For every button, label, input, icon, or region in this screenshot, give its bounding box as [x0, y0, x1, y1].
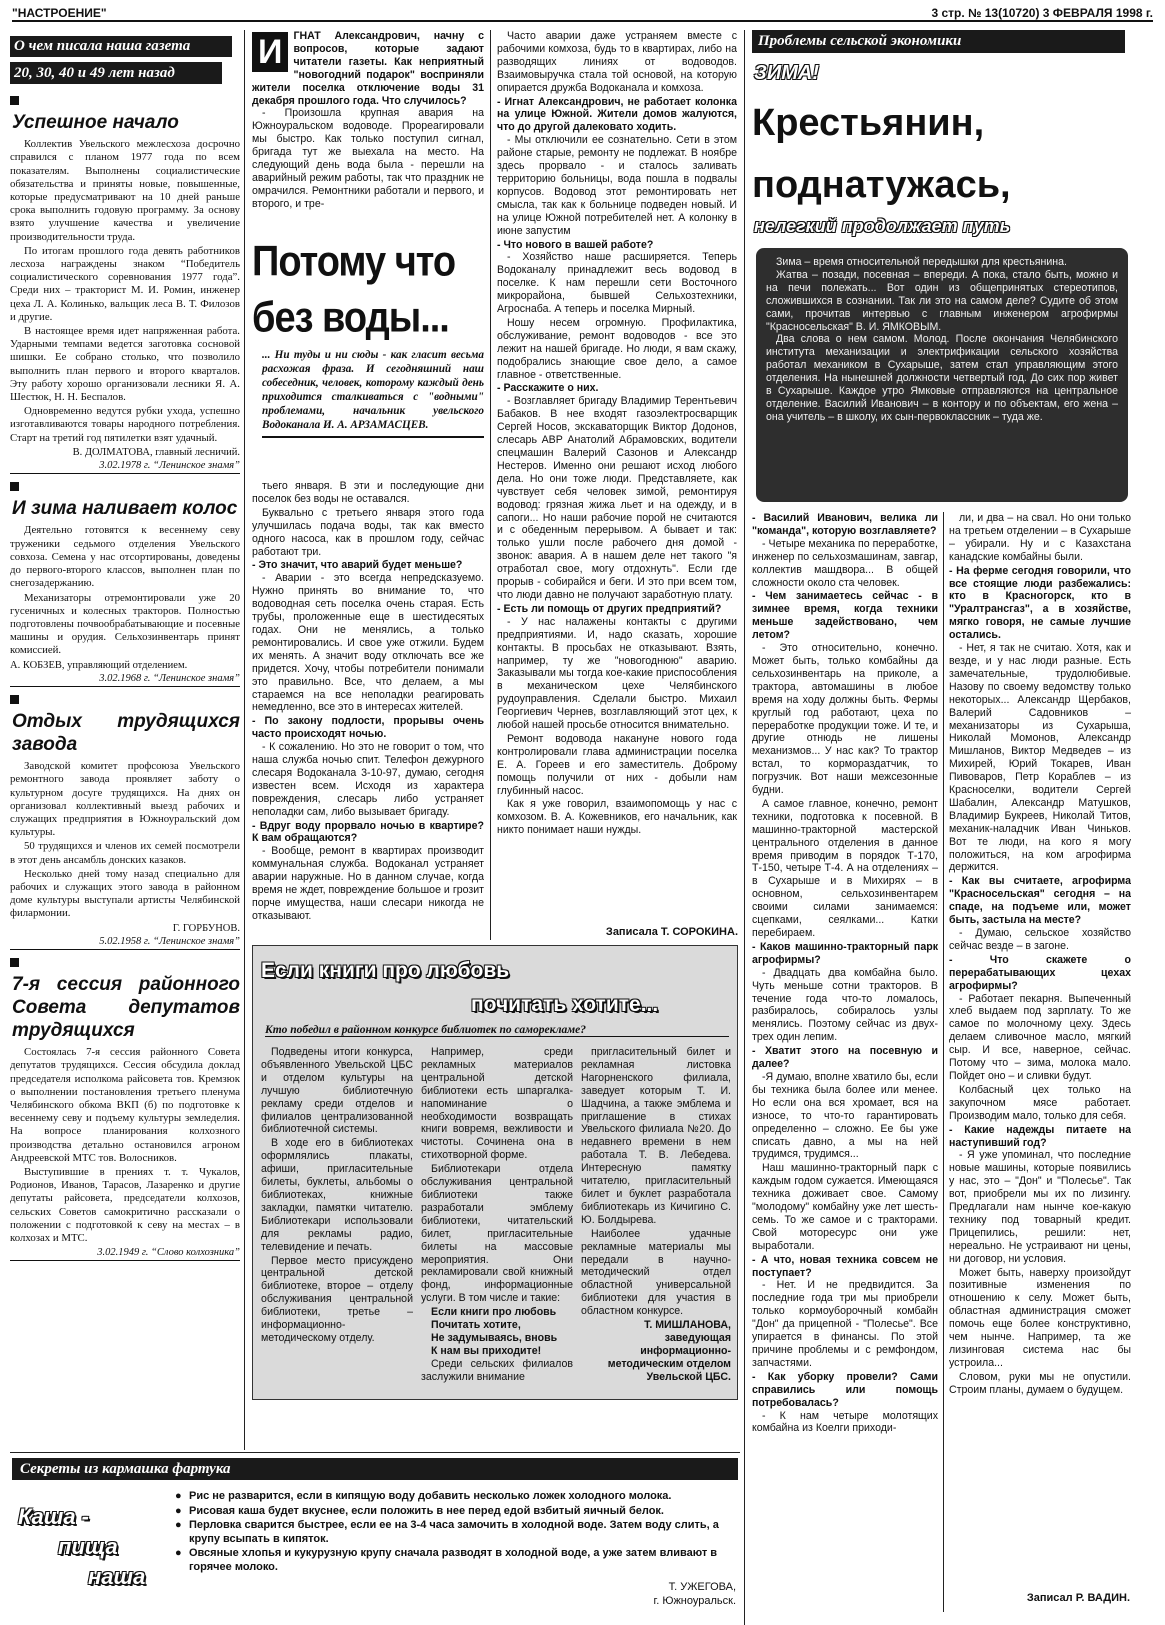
kitchen-signature-city: г. Южноуральск. [653, 1595, 736, 1607]
tip-text: Рис не разварится, если в кипящую воду добавить несколько ложек холодного молока. [189, 1490, 672, 1502]
paragraph: - Думаю, сельское хозяйство сейчас везде – в загоне. [949, 927, 1131, 952]
tip-text: Перловка сварится быстрее, если ее на 3-4 часа замочить в холодной воде. Затем воду слить, а крупу всыпать в кипяток. [189, 1519, 719, 1545]
column-divider [744, 30, 745, 1625]
tip-item [175, 1505, 735, 1519]
library-title [261, 954, 731, 1022]
paragraph: А самое главное, конечно, ремонт техники, подготовка к посевной. В машинно-тракторной мастерской центрального отделения в данное время приводим в порядок Т-170, Т-150, четыре Т-4. А на отделениях – в Сухарыше и в Михирях – в основном, сельхозинвентарем своими силами занимаемся: сцепками, сеялками... Катки перебираем. [752, 797, 938, 939]
paragraph: - Нет, я так не считаю. Хотя, как и везде, и у нас люди разные. Есть замечательные, трудолюбивые. Назову по своему ведомству только некоторых... Александр Щербаков, Валерий Садовников – механизаторы из Сухарыша, Николай Момонов, Александр Мишланов, Виктор Медведев – из Михирей, Юрий Токарев, Иван Пивоваров, Петр Кораблев – из Красноселки, водители Сергей Шабалин, Александр Матушков, Владимир Букреев, Николай Титов, механик-наладчик Иван Чиньков. Вот те люди, на кого я могу положиться, на ком агрофирма держится. [949, 642, 1131, 874]
history-article-3 [10, 695, 240, 950]
intro-answer: - Произошла крупная авария на Южноуральском водоводе. Прореагировали мы быстро. Как только поступил сигнал, бригада тут же выехала на место. На следующий день вода была - перешли на аварийный режим работы, так что праздник не омрачился. Ремонтники работали и первого, и второго, и тре- [252, 107, 484, 210]
dropcap: И [252, 32, 288, 72]
farm-signature: Записал Р. ВАДИН. [1026, 1592, 1130, 1604]
paragraph: Колбасный цех только на закупочном мясе работает. Производим мало, только для себя. [949, 1083, 1131, 1122]
kitchen-signature [560, 1580, 736, 1608]
paragraph: Жатва – позади, посевная – впереди. А пока, стало быть, можно и на печи полежать... Вот один из общепринятых стереотипов, сложившихся в сознании. Так ли это на самом деле? Судите об этом сами, прочитав интервью с главным инженером агрофирмы "Красносельская" В. И. ЯМКОВЫМ. [766, 268, 1118, 333]
article-title: И зима наливает колос [12, 498, 238, 520]
paragraph: - Хозяйство наше расширяется. Теперь Водоканалу принадлежит весь водовод в поселке. К нам перешли сети Восточного микрорайона, бывшей Сельхозтехники, Агроснаба. А теперь и поселка Мирный. [497, 251, 737, 316]
interview-question: - Что скажете о перерабатывающих цехах агрофирмы? [949, 953, 1131, 992]
paragraph: - К сожалению. Но это не говорит о том, что наша служба ночью спит. Телефон дежурного слесаря Водоканала 3-10-97, думаю, сегодня известен всем. Исходя из характера повреждения, слесарь либо устраняет неполадки сам, либо вызывает бригаду. [252, 741, 484, 818]
library-column-3 [581, 1046, 731, 1391]
history-article-2 [10, 482, 240, 687]
bullet-dot-icon: ● [175, 1519, 182, 1532]
interview-question: - Что нового в вашей работе? [497, 238, 654, 251]
paragraph: - Это относительно, конечно. Может быть, только комбайны да сельхозинвентарь на приколе, а трактора, автомашины в любое время на ходу должны быть. Фермы круглый год работают, цеха по переработке продукции тоже. И те, и другие отнюдь не лишены механизмов... У нас как? То трактор встал, то кормораздатчик, то погрузчик. Вот наши межсезонные будни. [752, 642, 938, 797]
farm-title-line-2: поднатужась, [752, 164, 1011, 206]
tip-item [175, 1519, 735, 1546]
paragraph: - Я уже упоминал, что последние новые машины, которые появились у нас, это – "Дон" и "Полесье". Так вот, приобрели мы их по лизингу. Предлагали нам нынче кое-какую технику под товарный кредит. Прицепились, решили: нет, нереально. Не устраивают ни цены, ни договор, ни условия. [949, 1149, 1131, 1265]
interview-question: - Василий Иванович, велика ли "команда", которую возглавляете? [752, 512, 938, 537]
paragraph: - Вообще, ремонт в квартирах производит коммунальная служба. Водоканал устраняет аварии наружные. Но в данном случае, когда время не ждет, повреждение большое и грозит порче имущества, наши слесари никогда не отказывают. [252, 845, 484, 922]
paragraph: - Аварии - это всегда непредсказуемо. Нужно принять во внимание то, что водоводная сеть поселка очень старая. Есть трубы, проложенные еще в шестидесятых годах. Они не менялись, а только ремонтировались. И свое уже отжили. Будем их менять. А значит воду отключать все же придется. Хочу, чтобы потребители понимали это правильно. Все, что делаем, а мы стараемся на все неполадки реагировать немедленно, все это в интересах жителей. [252, 572, 484, 714]
paragraph: Наиболее удачные рекламные материалы мы передали в научно-методический отдел областной универсальной библиотеки для участия в областном конкурсе. [581, 1227, 731, 1318]
paragraph: Заводской комитет профсоюза Увельского ремонтного завода проявляет заботу о культурном досуге трудящихся. На днях он организовал коллективный выезд рабочих и служащих предприятия в Южноуральский дом культуры. [10, 760, 240, 839]
paragraph: тьего января. В эти и последующие дни поселок без воды не оставался. [252, 480, 484, 505]
water-column-3 [497, 30, 737, 925]
library-column-1 [261, 1046, 413, 1391]
paragraph: - К нам четыре молотящих комбайна из Коелги приходи- [752, 1409, 938, 1435]
signature: А. КОБЗЕВ, управляющий отделением. [10, 659, 188, 671]
kitchen-banner [12, 1458, 738, 1480]
signature: В. ДОЛМАТОВА, главный лесничий. [72, 446, 240, 458]
kitchen-banner-text: Секреты из кармашка фартука [20, 1461, 231, 1477]
kitchen-title [18, 1502, 168, 1592]
intro-question: ГНАТ Александрович, начну с вопросов, которые задают читатели газеты. Как неприятный "новогодний подарок" восприняли жители поселка отключение воды 31 декабря прошлого года. Что случилось? [252, 30, 484, 107]
newspaper-section-name: "НАСТРОЕНИЕ" [12, 6, 107, 20]
paragraph: 50 трудящихся и членов их семей посмотрели в этот день ансамбль донских казаков. [10, 840, 240, 866]
paragraph: Механизаторы отремонтировали уже 20 гусеничных и колесных тракторов. Полностью подготовлены почвообрабатывающие и посевные машины и орудия. Сельхозинвентарь принят комиссией. [10, 591, 240, 657]
water-title-line-2: без воды... [252, 294, 449, 342]
source-line: 3.02.1949 г. “Слово колхозника” [10, 1246, 240, 1261]
history-banner-1-text: О чем писала наша газета [14, 38, 191, 54]
water-title [252, 234, 484, 346]
history-banner-1 [10, 36, 232, 57]
farm-lead-box [756, 248, 1128, 502]
paragraph: пригласительный билет и рекламная листовка Нагорненского филиала, заведует которым Т. И. Шадчина, а также эмблема и приглашение в стихах Увельского филиала №20. До недавнего времени в нем работала Т. В. Лебедева. Интересную памятку читателю, пригласительный билет и буклет разработала библиотекарь из Кичигино С. Ю. Болдырева. [581, 1046, 731, 1226]
signature: Г. ГОРБУНОВ. [172, 922, 240, 934]
kitchen-title-line-2: пища [58, 1534, 118, 1559]
paragraph: Как я уже говорил, взаимопомощь у нас с комхозом. В. А. Кожевников, его начальник, как никто понимает наши нужды. [497, 798, 737, 837]
interview-question: - Вдруг воду прорвало ночью в квартире? К вам обращаются? [252, 819, 484, 845]
history-article-4 [10, 958, 240, 1261]
bullet-dot-icon: ● [175, 1504, 182, 1517]
farm-title [752, 92, 1132, 216]
bullet-dot-icon: ● [175, 1547, 182, 1560]
paragraph: Часто аварии даже устраняем вместе с рабочими комхоза, будь то в квартирах, либо на разводящих линиях от водоводов. Взаимовыручка стала той основой, на которую опирается дружба Водоканала и комхоза. [497, 30, 737, 94]
interview-question: - Как вы считаете, агрофирма "Красносельская" сегодня – на спаде, на подъеме или, может быть, застыла на месте? [949, 875, 1131, 927]
interview-question: - Чем занимаетесь сейчас - в зимнее время, когда техники меньше задействовано, чем летом? [752, 590, 938, 642]
paragraph: Может быть, наверху произойдут позитивные изменения по отношению к селу. Может быть, областная администрация сможет помочь еще более конструктивно, чем нынче. Например, та же лизинговая система нас бы устроила... [949, 1266, 1131, 1369]
paragraph: По итогам прошлого года девять работников лесхоза награждены знаком “Победитель социалистического соревнования 1977 года”. Среди них – тракторист М. И. Ромин, инженер цеха Л. А. Колинько, вальщик леса В. Т. Филозов и другие. [10, 244, 240, 323]
bullet-square-icon [10, 482, 19, 491]
kitchen-signature-name: Т. УЖЕГОВА, [668, 1581, 736, 1593]
paragraph: - У нас налажены контакты с другими предприятиями. И, надо сказать, хорошие контакты. В просьбах не отказывают. Взять, например, ту же "новогоднюю" аварию. Заказывали мы тогда кое-какие приспособления в механическом цехе Челябинского рудоуправления. Сделали быстро. Михаил Георгиевич Чернев, возглавляющий этот цех, к любой нашей просьбе относится внимательно. [497, 615, 737, 732]
signature: Т. МИШЛАНОВА, заведующая информационно-методическим отделом Увельской ЦБС. [607, 1319, 731, 1383]
paragraph: Словом, руки мы не опустили. Строим планы, думаем о будущем. [949, 1370, 1131, 1396]
column-divider [943, 512, 944, 1612]
paragraph: Два слова о нем самом. Молод. После окончания Челябинского института механизации и электрификации сельского хозяйства работал механиком в Сухарыше, затем стал управляющим этого отделения. На нынешней должности четвертый год. До сих пор живет в Сухарыше. Каждое утро Ямковые отправляются на центральное отделение. Василий Иванович – в контору и по объектам, его жена – она учитель – в школу, их сын-первоклассник – туда же. [766, 333, 1118, 423]
interview-question: - Это значит, что аварий будет меньше? [252, 559, 463, 572]
farm-kicker: ЗИМА! [754, 62, 819, 84]
poem-line: Почитать хотите, [431, 1319, 521, 1332]
paragraph: Состоялась 7-я сессия районного Совета депутатов трудящихся. Сессия обсудила доклад председателя исполкома райсовета тов. Кремзюк о выполнении постановления третьего пленума Челябинского обкома ВКП (б) по подготовке к весеннему севу и подъему культуры земледелия. На вопросе планирования колхозного производства детально остановился агроном Андреевской МТС тов. Волосников. [10, 1046, 240, 1164]
issue-info: 3 стр. № 13(10720) 3 ФЕВРАЛЯ 1998 г. [931, 6, 1153, 20]
interview-question: - А что, новая техника совсем не поступает? [752, 1253, 938, 1279]
article-title: 7-я сессия районного Совета депутатов трудящихся [12, 974, 240, 1042]
paragraph: Выступившие в прениях т. т. Чукалов, Родионов, Иванов, Тарасов, Лазаренко и другие депутаты райсовета, председатели колхозов, сельских Советов самокритично рассказали о положении с подготовкой к севу на местах – в колхозах и МТС. [10, 1166, 240, 1245]
paragraph: Наш машинно-тракторный парк с каждым годом сужается. Имеющаяся техника доживает свое. Самому "молодому" комбайну уже лет шесть-семь. То же самое и с тракторами. Свой моторесурс они уже выработали. [752, 1162, 938, 1252]
water-signature: Записала Т. СОРОКИНА. [605, 926, 738, 938]
history-banner-2-text: 20, 30, 40 и 49 лет назад [14, 65, 175, 81]
water-lead-text: ... Ни туды и ни сюды - как гласит весьма расхожая фраза. И сегодняшний наш собеседник, человек, которому каждый день приходится сталкиваться с "водными" проблемами, начальник увельского Водоканала И. А. АРЗАМАСЦЕВ. [262, 349, 484, 431]
interview-question: - По закону подлости, прорывы очень часто происходят ночью. [252, 715, 484, 741]
paragraph: - Нет. И не предвидится. За последние года три мы приобрели только кормоуборочный комбайн "Дон" да прицепной - "Полесье". Все упирается в финансы. По этой причине проблемы и с ремфондом, запчастями. [752, 1279, 938, 1369]
interview-question: - Какие надежды питаете на наступивший год? [949, 1123, 1131, 1149]
water-column-2 [252, 480, 484, 950]
interview-question: - Как уборку провели? Сами справились или помощь потребовалась? [752, 1370, 938, 1409]
section-divider [10, 1452, 740, 1453]
paragraph: Несколько дней тому назад специально для рабочих и служащих этого завода в районном доме культуры выступали артисты Челябинской филармонии. [10, 867, 240, 920]
kitchen-title-line-3: наша [88, 1564, 146, 1589]
article-title: Отдых трудящихся завода [12, 711, 240, 756]
paragraph: Среди сельских филиалов заслужили внимание [421, 1357, 573, 1383]
bullet-square-icon [10, 958, 19, 967]
article-title: Успешное начало [12, 112, 179, 134]
paragraph: - Двадцать два комбайна было. Чуть меньше сотни тракторов. В течение года что-то ломалось, разбиралось, собиралось узлы менялись. Поэтому сейчас из двух-трех один лепим. [752, 966, 938, 1044]
library-subtitle: Кто победил в районном конкурсе библиотек по саморекламе? [265, 1024, 729, 1037]
paragraph: Зима – время относительной передышки для крестьянина. [776, 256, 1067, 268]
water-lead [262, 348, 484, 438]
column-divider [244, 30, 245, 1450]
paragraph: Первое место присуждено центральной детской библиотеке, второе – отделу обслуживания центральной библиотеки, третье – информационно-методическому отделу. [261, 1254, 413, 1344]
tip-text: Овсяные хлопья и кукурузную крупу сначала разводят в холодной воде, а уже затем вливают в горячее молоко. [189, 1547, 718, 1573]
bullet-dot-icon: ● [175, 1490, 182, 1502]
tip-text: Рисовая каша будет вкуснее, если положить в нее перед едой взбитый яичный белок. [189, 1504, 664, 1517]
water-intro [252, 30, 484, 220]
paragraph: Ношу несем огромную. Профилактика, обслуживание, ремонт водоводов - все это лежит на нашей бригаде. Но люди, я вам скажу, подобрались знающие свое дело, а самое главное - ответственные. [497, 316, 737, 381]
interview-question: - На ферме сегодня говорили, что все стоящие люди разбежались: кто в Красногорск, кто в "Уралтрансгаз", а в хозяйстве, мягко говоря, не самые лучшие остались. [949, 564, 1131, 642]
paragraph: - Возглавляет бригаду Владимир Терентьевич Бабаков. В нее входят газоэлектросварщик Сергей Носов, экскаваторщик Виктор Додонов, слесарь АВР Анатолий Абрамовских, водители спецмашин Валерий Сазонов и Александр Нестеров. Именно они решают исход любого дела. Но они тоже люди. Представляете, как чувствует себя человек зимой, ремонтируя водовод: грязная жижа льет и на одежду, и в сапоги... Но наши рабочие порой не считаются и с обеденным перерывом. А бывает и так: только ушли после рабочего дня домой - звонок: авария. А в нашем деле нет такого "я отработал свое, могу отдохнуть". Если где прорыв - собирайся и беги. И это при всем том, что люди давно не получают заработную плату. [497, 395, 737, 601]
paragraph: ли, и два – на свал. Но они только на третьем отделении – в Сухарыше – убирали. Ну и с Казахстана канадские комбайны были. [949, 512, 1131, 563]
paragraph: - Работает пекарня. Выпеченный хлеб выдаем под зарплату. То же самое по молочному цеху. Здесь делаем сливочное масло, мягкий сыр. И все, наверное, сейчас. Потому что – зима, молока мало. Пойдет оно – и сливки будут. [949, 992, 1131, 1082]
source-line: 5.02.1958 г. “Ленинское знамя” [10, 935, 240, 950]
paragraph: Деятельно готовятся к весеннему севу труженики седьмого отделения Увельского совхоза. Семена у нас отсортированы, доведены до первого-второго классов, выполнен план по снегозадержанию. [10, 524, 240, 590]
source-line: 3.02.1968 г. “Ленинское знамя” [10, 672, 240, 687]
poem-line: Если книги про любовь [431, 1306, 557, 1319]
paragraph: В ходе его в библиотеках оформлялись плакаты, афиши, пригласительные билеты, буклеты, альбомы о библиотеках, книжные закладки, памятки читателю. Библиотекари использовали для рекламы радио, телевидение и печать. [261, 1137, 413, 1253]
paragraph: - Мы отключили ее сознательно. Сети в этом районе старые, ремонту не подлежат. В ноябре здесь прорвало - и сталось заливать территорию больницы, вода пошла в подвалы корпусов. Водовод этот ремонтировать нет смысла, так как к больнице подведен новый. И на улице Южной потребителей нет. А колонку в июне запустим [497, 134, 737, 237]
library-column-2 [421, 1046, 573, 1391]
farm-banner [752, 30, 1125, 53]
interview-question: - Каков машинно-тракторный парк агрофирмы? [752, 940, 938, 966]
library-box [252, 945, 738, 1400]
poem-line: Не задумываясь, вновь [431, 1331, 558, 1344]
library-title-line-1: Если книги про любовь [261, 959, 510, 982]
farm-column-2 [949, 512, 1131, 1587]
farm-banner-text: Проблемы сельской экономики [758, 33, 962, 49]
library-title-line-2: почитать хотите... [471, 993, 659, 1016]
history-column [10, 96, 240, 1446]
poem-line: К нам вы приходите! [431, 1344, 542, 1357]
page-header [12, 6, 1153, 22]
column-divider [490, 30, 491, 940]
interview-question: - Расскажите о них. [497, 382, 599, 395]
interview-question: - Есть ли помощь от других предприятий? [497, 602, 722, 615]
paragraph: Подведены итоги конкурса, объявленного Увельской ЦБС и отделом культуры на лучшую библиотечную рекламу среди отделов и филиалов централизованной библиотечной системы. [261, 1046, 413, 1136]
bullet-square-icon [10, 695, 19, 704]
farm-column-1 [752, 512, 938, 1617]
farm-title-line-1: Крестьянин, [752, 102, 985, 144]
history-article-1 [10, 96, 240, 474]
paragraph: - Четыре механика по переработке, инженер по сельхозмашинам, завгар, коллектив машдвора... В общей сложности около ста человек. [752, 537, 938, 589]
interview-question: - Хватит этого на посевную и далее? [752, 1045, 938, 1071]
poem [421, 1306, 573, 1358]
paragraph: В настоящее время идет напряженная работа. Ударными темпами ведется заготовка сосновой шишки. Ее собрано столько, что позволило выполнить план первого и второго кварталов. Эту работу хорошо организовали лесники Я. А. Шестюк, Н. Н. Беспалов. [10, 325, 240, 404]
paragraph: Например, среди рекламных материалов центральной детской библиотеки есть шпаргалка-напоминание о необходимости возвращать книги вовремя, вежливости и чистоты. Сочинена она в стихотворной форме. [421, 1046, 573, 1162]
interview-question: - Игнат Александрович, не работает колонка на улице Южной. Жители домов жалуются, что до другой далековато ходить. [497, 95, 737, 134]
source-line: 3.02.1978 г. “Ленинское знамя” [10, 459, 240, 474]
farm-subtitle: нелегкий продолжает путь [754, 216, 1011, 236]
kitchen-title-line-1: Каша - [18, 1504, 89, 1529]
water-title-line-1: Потому что [252, 238, 456, 286]
paragraph: Коллектив Увельского межлесхоза досрочно справился с планом 1977 года по всем показателям. Выполнены социалистические обязательства и приняты новые, повышенные, которые предусматривают на 10 дней раньше срока выполнить годовую программу. За основу взято улучшение качества и увеличение производительности труда. [10, 138, 240, 243]
paragraph: Одновременно ведутся рубки ухода, успешно изготавливаются товары народного потребления. Старт на третий год пятилетки взят удачный. [10, 405, 240, 444]
paragraph: -Я думаю, вполне хватило бы, если бы техника была более или менее. Но если она вся хромает, вся на износе, то что-то гарантировать определенно – сложно. Ее бы уже списать давно, а мы на ней трудимся, трудимся... [752, 1070, 938, 1161]
tip-item [175, 1547, 735, 1574]
paragraph: Буквально с третьего января этого года улучшилась подача воды, так как вместо одного насоса, как в прошлом году, сейчас работают три. [252, 506, 484, 558]
tip-item [175, 1490, 735, 1504]
paragraph: Библиотекари отдела обслуживания центральной библиотеки также разработали эмблему библиотеки, читательский билет, пригласительные билеты на массовые мероприятия. Они рекламировали свой книжный фонд, информационные услуги. В том числе и такие: [421, 1163, 573, 1305]
paragraph: Ремонт водовода накануне нового года контролировали глава администрации поселка Е. А. Гореев и его заместитель. Доброму помощь получили от них - добыли нам глубинный насос. [497, 732, 737, 797]
kitchen-tips [175, 1490, 735, 1576]
history-banner-2 [10, 62, 222, 84]
bullet-square-icon [10, 96, 19, 105]
